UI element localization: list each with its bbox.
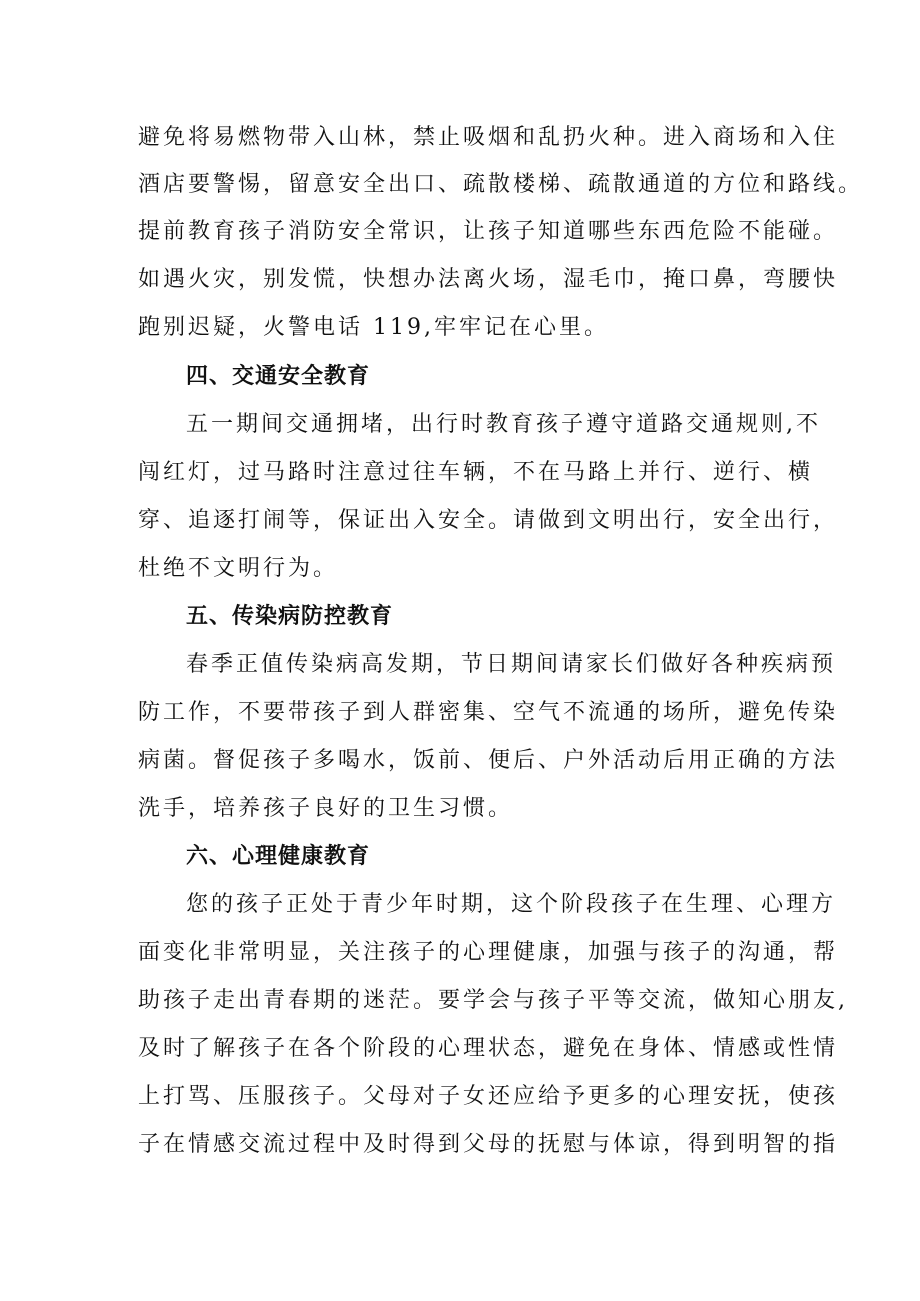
paragraph-line: 及时了解孩子在各个阶段的心理状态，避免在身体、情感或性情: [138, 1036, 839, 1061]
paragraph-line: 提前教育孩子消防安全常识，让孩子知道哪些东西危险不能碰。: [138, 219, 839, 244]
paragraph-line: 病菌。督促孩子多喝水，饭前、便后、户外活动后用正确的方法: [138, 748, 839, 773]
paragraph-line: 洗手，培养孩子良好的卫生习惯。: [138, 796, 514, 821]
paragraph-line: 如遇火灾，别发慌，快想办法离火场，湿毛巾，掩口鼻，弯腰快: [138, 267, 839, 292]
paragraph-line: 跑别迟疑，火警电话 119,牢牢记在心里。: [138, 315, 609, 340]
section-heading-traffic-safety: 四、交通安全教育: [186, 364, 371, 389]
paragraph-line: 面变化非常明显，关注孩子的心理健康，加强与孩子的沟通，帮: [138, 940, 839, 965]
paragraph-line: 穿、追逐打闹等，保证出入安全。请做到文明出行，安全出行，: [138, 508, 839, 533]
paragraph-line: 杜绝不文明行为。: [138, 556, 339, 581]
section-heading-disease-prevention: 五、传染病防控教育: [186, 604, 394, 629]
paragraph-line: 上打骂、压服孩子。父母对子女还应给予更多的心理安抚，使孩: [138, 1084, 839, 1109]
paragraph-line: 您的孩子正处于青少年时期，这个阶段孩子在生理、心理方: [186, 892, 837, 917]
paragraph-line: 避免将易燃物带入山林，禁止吸烟和乱扔火种。进入商场和入住: [138, 125, 839, 150]
paragraph-line: 闯红灯，过马路时注意过往车辆，不在马路上并行、逆行、横: [138, 460, 814, 485]
paragraph-line: 防工作，不要带孩子到人群密集、空气不流通的场所，避免传染: [138, 700, 839, 725]
paragraph-line: 春季正值传染病高发期，节日期间请家长们做好各种疾病预: [186, 652, 837, 677]
paragraph-line: 五一期间交通拥堵，出行时教育孩子遵守道路交通规则,不: [186, 412, 821, 437]
paragraph-line: 子在情感交流过程中及时得到父母的抚慰与体谅，得到明智的指: [138, 1132, 839, 1157]
section-heading-mental-health: 六、心理健康教育: [186, 844, 371, 869]
paragraph-line: 助孩子走出青春期的迷茫。要学会与孩子平等交流，做知心朋友,: [138, 988, 848, 1013]
paragraph-line: 酒店要警惕，留意安全出口、疏散楼梯、疏散通道的方位和路线。: [138, 172, 864, 197]
